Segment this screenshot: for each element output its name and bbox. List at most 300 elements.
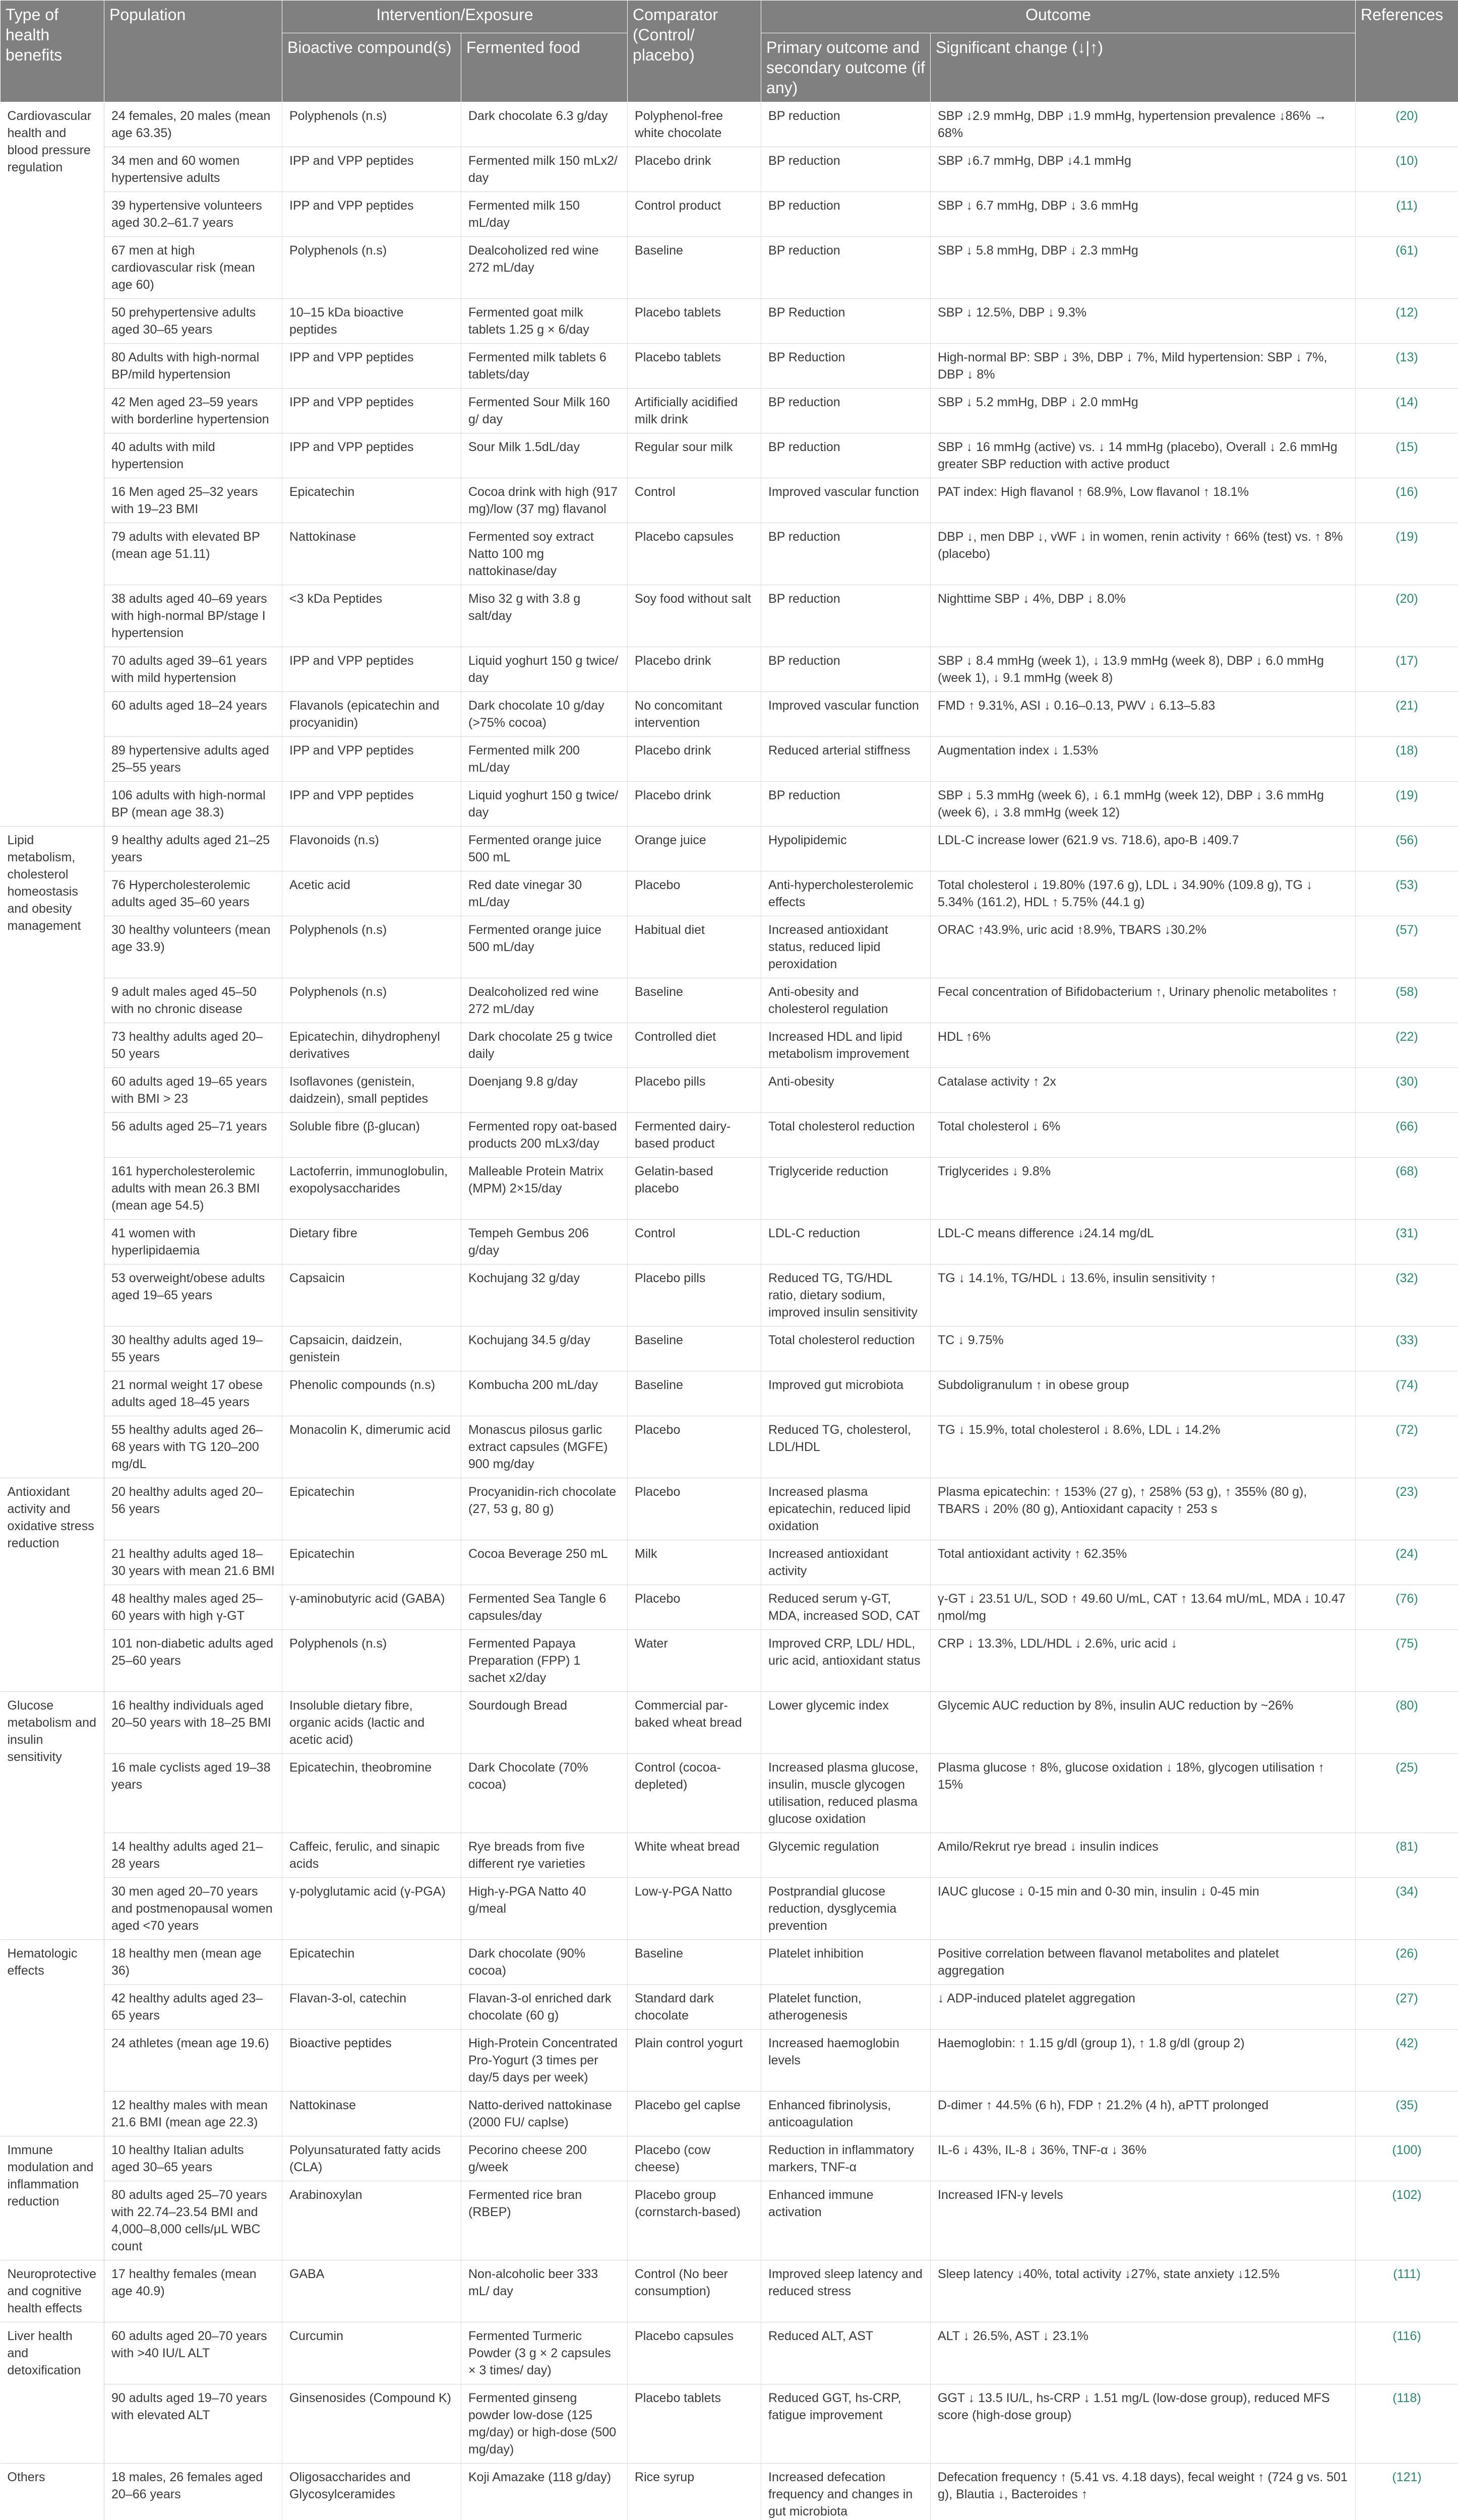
table-row xyxy=(1,2092,1458,2136)
significant-change-cell: PAT index: High flavanol ↑ 68.9%, Low flavanol ↑ 18.1% xyxy=(931,478,1356,523)
population-cell: 76 Hypercholesterolemic adults aged 35–60 years xyxy=(104,871,282,916)
primary-outcome-cell: Enhanced fibrinolysis, anticoagulation xyxy=(761,2092,931,2136)
primary-outcome-cell: Hypolipidemic xyxy=(761,827,931,871)
significant-change-cell: GGT ↓ 13.5 IU/L, hs-CRP ↓ 1.51 mg/L (low-dose group), reduced MFS score (high-dose group) xyxy=(931,2384,1356,2464)
population-cell: 56 adults aged 25–71 years xyxy=(104,1113,282,1158)
comparator-cell: Placebo drink xyxy=(628,737,761,782)
reference-link[interactable]: 25 xyxy=(1400,1760,1414,1775)
reference-cell: (102) xyxy=(1356,2181,1458,2260)
category-cell: Lipid metabolism, cholesterol homeostasis and obesity management xyxy=(1,827,104,1478)
comparator-cell: Placebo gel caplse xyxy=(628,2092,761,2136)
bioactive-cell: Dietary fibre xyxy=(282,1220,461,1265)
reference-link[interactable]: 42 xyxy=(1400,2036,1414,2050)
population-cell: 79 adults with elevated BP (mean age 51.11) xyxy=(104,523,282,585)
fermented-food-cell: Dark chocolate 25 g twice daily xyxy=(461,1023,628,1068)
comparator-cell: Placebo tablets xyxy=(628,2384,761,2464)
comparator-cell: Placebo group (cornstarch-based) xyxy=(628,2181,761,2260)
population-cell: 42 Men aged 23–59 years with borderline hypertension xyxy=(104,389,282,433)
reference-link[interactable]: 66 xyxy=(1400,1119,1414,1133)
table-row xyxy=(1,523,1458,585)
reference-link[interactable]: 19 xyxy=(1400,530,1414,544)
reference-cell: (34) xyxy=(1356,1878,1458,1940)
table-row xyxy=(1,647,1458,692)
significant-change-cell: SBP ↓ 8.4 mmHg (week 1), ↓ 13.9 mmHg (week 8), DBP ↓ 6.0 mmHg (week 1), ↓ 9.1 mmHg (week 8) xyxy=(931,647,1356,692)
primary-outcome-cell: Reduced TG, cholesterol, LDL/HDL xyxy=(761,1416,931,1478)
comparator-cell: Gelatin-based placebo xyxy=(628,1158,761,1220)
comparator-cell: Baseline xyxy=(628,1327,761,1371)
comparator-cell: Control xyxy=(628,478,761,523)
primary-outcome-cell: Anti-obesity and cholesterol regulation xyxy=(761,978,931,1023)
bioactive-cell: Flavan-3-ol, catechin xyxy=(282,1985,461,2030)
primary-outcome-cell: BP Reduction xyxy=(761,344,931,389)
table-row xyxy=(1,1754,1458,1833)
table-row xyxy=(1,1371,1458,1416)
header-intervention: Intervention/Exposure xyxy=(282,1,628,33)
fermented-food-cell: Cocoa drink with high (917 mg)/low (37 mg) flavanol xyxy=(461,478,628,523)
significant-change-cell: Total antioxidant activity ↑ 62.35% xyxy=(931,1540,1356,1585)
reference-link[interactable]: 111 xyxy=(1397,2267,1417,2281)
significant-change-cell: FMD ↑ 9.31%, ASI ↓ 0.16–0.13, PWV ↓ 6.13–5.83 xyxy=(931,692,1356,737)
reference-link[interactable]: 19 xyxy=(1400,788,1414,802)
reference-link[interactable]: 12 xyxy=(1400,305,1414,320)
population-cell: 18 males, 26 females aged 20–66 years xyxy=(104,2464,282,2520)
table-row xyxy=(1,1540,1458,1585)
primary-outcome-cell: Increased plasma glucose, insulin, muscle glycogen utilisation, reduced plasma glucose oxidation xyxy=(761,1754,931,1833)
comparator-cell: Placebo drink xyxy=(628,782,761,827)
comparator-cell: Fermented dairy-based product xyxy=(628,1113,761,1158)
comparator-cell: White wheat bread xyxy=(628,1833,761,1878)
reference-link[interactable]: 76 xyxy=(1400,1592,1414,1606)
population-cell: 40 adults with mild hypertension xyxy=(104,433,282,478)
reference-link[interactable]: 61 xyxy=(1400,243,1414,258)
significant-change-cell: IAUC glucose ↓ 0-15 min and 0-30 min, insulin ↓ 0-45 min xyxy=(931,1878,1356,1940)
primary-outcome-cell: Increased haemoglobin levels xyxy=(761,2030,931,2092)
reference-link[interactable]: 75 xyxy=(1400,1636,1414,1651)
population-cell: 39 hypertensive volunteers aged 30.2–61.7 years xyxy=(104,192,282,237)
reference-link[interactable]: 118 xyxy=(1396,2391,1417,2405)
population-cell: 16 healthy individuals aged 20–50 years with 18–25 BMI xyxy=(104,1692,282,1754)
population-cell: 12 healthy males with mean 21.6 BMI (mean age 22.3) xyxy=(104,2092,282,2136)
reference-link[interactable]: 18 xyxy=(1400,743,1414,758)
bioactive-cell: Caffeic, ferulic, and sinapic acids xyxy=(282,1833,461,1878)
population-cell: 21 normal weight 17 obese adults aged 18–45 years xyxy=(104,1371,282,1416)
primary-outcome-cell: Reduced TG, TG/HDL ratio, dietary sodium, improved insulin sensitivity xyxy=(761,1265,931,1327)
significant-change-cell: Subdoligranulum ↑ in obese group xyxy=(931,1371,1356,1416)
population-cell: 21 healthy adults aged 18–30 years with mean 21.6 BMI xyxy=(104,1540,282,1585)
bioactive-cell: Flavanols (epicatechin and procyanidin) xyxy=(282,692,461,737)
reference-link[interactable]: 17 xyxy=(1400,654,1414,668)
reference-link[interactable]: 34 xyxy=(1400,1884,1414,1899)
reference-link[interactable]: 24 xyxy=(1400,1547,1414,1561)
bioactive-cell: Isoflavones (genistein, daidzein), small peptides xyxy=(282,1068,461,1113)
significant-change-cell: TG ↓ 14.1%, TG/HDL ↓ 13.6%, insulin sensitivity ↑ xyxy=(931,1265,1356,1327)
population-cell: 20 healthy adults aged 20–56 years xyxy=(104,1478,282,1540)
significant-change-cell: Total cholesterol ↓ 6% xyxy=(931,1113,1356,1158)
reference-link[interactable]: 14 xyxy=(1400,395,1414,409)
reference-link[interactable]: 35 xyxy=(1400,2098,1414,2112)
population-cell: 34 men and 60 women hypertensive adults xyxy=(104,147,282,192)
bioactive-cell: Bioactive peptides xyxy=(282,2030,461,2092)
population-cell: 67 men at high cardiovascular risk (mean age 60) xyxy=(104,237,282,299)
table-row xyxy=(1,2322,1458,2384)
reference-cell: (16) xyxy=(1356,478,1458,523)
primary-outcome-cell: Reduction in inflammatory markers, TNF-α xyxy=(761,2136,931,2181)
population-cell: 17 healthy females (mean age 40.9) xyxy=(104,2260,282,2322)
fermented-food-cell: Cocoa Beverage 250 mL xyxy=(461,1540,628,1585)
table-body xyxy=(1,102,1458,2520)
population-cell: 48 healthy males aged 25–60 years with high γ-GT xyxy=(104,1585,282,1630)
reference-link[interactable]: 72 xyxy=(1400,1423,1414,1437)
significant-change-cell: ↓ ADP-induced platelet aggregation xyxy=(931,1985,1356,2030)
reference-cell: (17) xyxy=(1356,647,1458,692)
table-row xyxy=(1,1692,1458,1754)
fermented-food-cell: Natto-derived nattokinase (2000 FU/ caplse) xyxy=(461,2092,628,2136)
bioactive-cell: IPP and VPP peptides xyxy=(282,782,461,827)
bioactive-cell: Capsaicin xyxy=(282,1265,461,1327)
population-cell: 161 hypercholesterolemic adults with mean 26.3 BMI (mean age 54.5) xyxy=(104,1158,282,1220)
reference-cell: (32) xyxy=(1356,1265,1458,1327)
significant-change-cell: Catalase activity ↑ 2x xyxy=(931,1068,1356,1113)
reference-link[interactable]: 56 xyxy=(1400,833,1414,847)
population-cell: 60 adults aged 20–70 years with >40 IU/L ALT xyxy=(104,2322,282,2384)
reference-link[interactable]: 58 xyxy=(1400,985,1414,999)
reference-link[interactable]: 11 xyxy=(1400,199,1414,213)
fermented-food-cell: Tempeh Gembus 206 g/day xyxy=(461,1220,628,1265)
reference-cell: (66) xyxy=(1356,1113,1458,1158)
reference-cell: (33) xyxy=(1356,1327,1458,1371)
significant-change-cell: Triglycerides ↓ 9.8% xyxy=(931,1158,1356,1220)
primary-outcome-cell: Improved sleep latency and reduced stress xyxy=(761,2260,931,2322)
comparator-cell: Controlled diet xyxy=(628,1023,761,1068)
comparator-cell: Baseline xyxy=(628,978,761,1023)
significant-change-cell: SBP ↓ 5.8 mmHg, DBP ↓ 2.3 mmHg xyxy=(931,237,1356,299)
significant-change-cell: Total cholesterol ↓ 19.80% (197.6 g), LDL ↓ 34.90% (109.8 g), TG ↓ 5.34% (161.2), HDL ↑ 5.75% (44.1 g) xyxy=(931,871,1356,916)
population-cell: 70 adults aged 39–61 years with mild hypertension xyxy=(104,647,282,692)
fermented-food-cell: Dark chocolate (90% cocoa) xyxy=(461,1940,628,1985)
table-row xyxy=(1,2260,1458,2322)
fermented-food-cell: Procyanidin-rich chocolate (27, 53 g, 80 g) xyxy=(461,1478,628,1540)
reference-cell: (57) xyxy=(1356,916,1458,978)
reference-link[interactable]: 68 xyxy=(1400,1164,1414,1178)
primary-outcome-cell: BP Reduction xyxy=(761,299,931,344)
primary-outcome-cell: BP reduction xyxy=(761,102,931,147)
bioactive-cell: IPP and VPP peptides xyxy=(282,344,461,389)
significant-change-cell: DBP ↓, men DBP ↓, vWF ↓ in women, renin activity ↑ 66% (test) vs. ↑ 8% (placebo) xyxy=(931,523,1356,585)
population-cell: 73 healthy adults aged 20–50 years xyxy=(104,1023,282,1068)
comparator-cell: Water xyxy=(628,1630,761,1692)
reference-link[interactable]: 20 xyxy=(1400,592,1414,606)
significant-change-cell: SBP ↓ 5.3 mmHg (week 6), ↓ 6.1 mmHg (week 12), DBP ↓ 3.6 mmHg (week 6), ↓ 3.8 mmHg (week 12) xyxy=(931,782,1356,827)
reference-cell: (61) xyxy=(1356,237,1458,299)
reference-cell: (13) xyxy=(1356,344,1458,389)
bioactive-cell: Flavonoids (n.s) xyxy=(282,827,461,871)
primary-outcome-cell: BP reduction xyxy=(761,147,931,192)
header-primary: Primary outcome and secondary outcome (if any) xyxy=(761,33,931,102)
reference-link[interactable]: 32 xyxy=(1400,1271,1414,1285)
fermented-food-cell: Malleable Protein Matrix (MPM) 2×15/day xyxy=(461,1158,628,1220)
comparator-cell: Placebo (cow cheese) xyxy=(628,2136,761,2181)
reference-link[interactable]: 26 xyxy=(1400,1946,1414,1961)
table-row xyxy=(1,1478,1458,1540)
table-row xyxy=(1,1327,1458,1371)
table-row xyxy=(1,1878,1458,1940)
bioactive-cell: Soluble fibre (β-glucan) xyxy=(282,1113,461,1158)
fermented-food-cell: Sour Milk 1.5dL/day xyxy=(461,433,628,478)
reference-cell: (31) xyxy=(1356,1220,1458,1265)
bioactive-cell: Ginsenosides (Compound K) xyxy=(282,2384,461,2464)
significant-change-cell: CRP ↓ 13.3%, LDL/HDL ↓ 2.6%, uric acid ↓ xyxy=(931,1630,1356,1692)
fermented-food-cell: Fermented orange juice 500 mL xyxy=(461,827,628,871)
significant-change-cell: ALT ↓ 26.5%, AST ↓ 23.1% xyxy=(931,2322,1356,2384)
category-cell: Liver health and detoxification xyxy=(1,2322,104,2464)
table-row xyxy=(1,1265,1458,1327)
significant-change-cell: Plasma epicatechin: ↑ 153% (27 g), ↑ 258% (53 g), ↑ 355% (80 g), TBARS ↓ 20% (80 g), Antioxidant capacity ↑ 253 s xyxy=(931,1478,1356,1540)
reference-link[interactable]: 33 xyxy=(1400,1333,1414,1347)
population-cell: 14 healthy adults aged 21–28 years xyxy=(104,1833,282,1878)
bioactive-cell: IPP and VPP peptides xyxy=(282,147,461,192)
reference-link[interactable]: 22 xyxy=(1400,1030,1414,1044)
population-cell: 24 females, 20 males (mean age 63.35) xyxy=(104,102,282,147)
significant-change-cell: SBP ↓ 12.5%, DBP ↓ 9.3% xyxy=(931,299,1356,344)
primary-outcome-cell: BP reduction xyxy=(761,433,931,478)
table-row xyxy=(1,2384,1458,2464)
fermented-food-cell: Non-alcoholic beer 333 mL/ day xyxy=(461,2260,628,2322)
table-row xyxy=(1,147,1458,192)
fermented-food-cell: Liquid yoghurt 150 g twice/ day xyxy=(461,782,628,827)
comparator-cell: Commercial par-baked wheat bread xyxy=(628,1692,761,1754)
table-row xyxy=(1,1416,1458,1478)
comparator-cell: Orange juice xyxy=(628,827,761,871)
reference-link[interactable]: 81 xyxy=(1400,1840,1414,1854)
reference-cell: (20) xyxy=(1356,585,1458,647)
reference-link[interactable]: 80 xyxy=(1400,1698,1414,1713)
bioactive-cell: IPP and VPP peptides xyxy=(282,433,461,478)
bioactive-cell: Acetic acid xyxy=(282,871,461,916)
primary-outcome-cell: Reduced ALT, AST xyxy=(761,2322,931,2384)
reference-link[interactable]: 102 xyxy=(1396,2188,1418,2202)
reference-link[interactable]: 74 xyxy=(1400,1378,1414,1392)
bioactive-cell: 10–15 kDa bioactive peptides xyxy=(282,299,461,344)
comparator-cell: Habitual diet xyxy=(628,916,761,978)
bioactive-cell: Capsaicin, daidzein, genistein xyxy=(282,1327,461,1371)
table-row xyxy=(1,1158,1458,1220)
fermented-food-cell: Doenjang 9.8 g/day xyxy=(461,1068,628,1113)
population-cell: 30 healthy volunteers (mean age 33.9) xyxy=(104,916,282,978)
table-row xyxy=(1,299,1458,344)
reference-link[interactable]: 57 xyxy=(1400,923,1414,937)
reference-link[interactable]: 53 xyxy=(1400,878,1414,892)
comparator-cell: Control product xyxy=(628,192,761,237)
category-cell: Cardiovascular health and blood pressure regulation xyxy=(1,102,104,827)
fermented-food-cell: Red date vinegar 30 mL/day xyxy=(461,871,628,916)
reference-link[interactable]: 31 xyxy=(1400,1226,1414,1240)
reference-cell: (42) xyxy=(1356,2030,1458,2092)
reference-cell: (14) xyxy=(1356,389,1458,433)
significant-change-cell: Haemoglobin: ↑ 1.15 g/dl (group 1), ↑ 1.8 g/dl (group 2) xyxy=(931,2030,1356,2092)
bioactive-cell: IPP and VPP peptides xyxy=(282,647,461,692)
significant-change-cell: Augmentation index ↓ 1.53% xyxy=(931,737,1356,782)
comparator-cell: Placebo xyxy=(628,1478,761,1540)
comparator-cell: Placebo capsules xyxy=(628,523,761,585)
table-row xyxy=(1,102,1458,147)
primary-outcome-cell: Platelet function, atherogenesis xyxy=(761,1985,931,2030)
comparator-cell: Baseline xyxy=(628,1371,761,1416)
fermented-food-cell: Fermented Papaya Preparation (FPP) 1 sachet x2/day xyxy=(461,1630,628,1692)
table-row xyxy=(1,2464,1458,2520)
reference-link[interactable]: 10 xyxy=(1400,154,1414,168)
population-cell: 60 adults aged 19–65 years with BMI > 23 xyxy=(104,1068,282,1113)
table-row xyxy=(1,585,1458,647)
population-cell: 50 prehypertensive adults aged 30–65 years xyxy=(104,299,282,344)
significant-change-cell: LDL-C increase lower (621.9 vs. 718.6), apo-B ↓409.7 xyxy=(931,827,1356,871)
reference-cell: (74) xyxy=(1356,1371,1458,1416)
primary-outcome-cell: BP reduction xyxy=(761,523,931,585)
reference-link[interactable]: 116 xyxy=(1396,2329,1417,2343)
comparator-cell: Placebo pills xyxy=(628,1068,761,1113)
bioactive-cell: Insoluble dietary fibre, organic acids (lactic and acetic acid) xyxy=(282,1692,461,1754)
reference-cell: (121) xyxy=(1356,2464,1458,2520)
bioactive-cell: Polyphenols (n.s) xyxy=(282,1630,461,1692)
table-row xyxy=(1,692,1458,737)
fermented-food-cell: Fermented ginseng powder low-dose (125 mg/day) or high-dose (500 mg/day) xyxy=(461,2384,628,2464)
comparator-cell: Artificially acidified milk drink xyxy=(628,389,761,433)
table-row xyxy=(1,1220,1458,1265)
reference-link[interactable]: 100 xyxy=(1396,2143,1418,2157)
significant-change-cell: D-dimer ↑ 44.5% (6 h), FDP ↑ 21.2% (4 h), aPTT prolonged xyxy=(931,2092,1356,2136)
reference-cell: (81) xyxy=(1356,1833,1458,1878)
reference-link[interactable]: 21 xyxy=(1400,699,1414,713)
bioactive-cell: Oligosaccharides and Glycosylceramides xyxy=(282,2464,461,2520)
bioactive-cell: <3 kDa Peptides xyxy=(282,585,461,647)
population-cell: 16 Men aged 25–32 years with 19–23 BMI xyxy=(104,478,282,523)
primary-outcome-cell: Increased HDL and lipid metabolism improvement xyxy=(761,1023,931,1068)
bioactive-cell: Monacolin K, dimerumic acid xyxy=(282,1416,461,1478)
reference-link[interactable]: 16 xyxy=(1400,485,1414,499)
population-cell: 60 adults aged 18–24 years xyxy=(104,692,282,737)
reference-cell: (72) xyxy=(1356,1416,1458,1478)
fermented-food-cell: Dark chocolate 6.3 g/day xyxy=(461,102,628,147)
fermented-food-cell: Fermented milk tablets 6 tablets/day xyxy=(461,344,628,389)
primary-outcome-cell: BP reduction xyxy=(761,647,931,692)
significant-change-cell: TG ↓ 15.9%, total cholesterol ↓ 8.6%, LDL ↓ 14.2% xyxy=(931,1416,1356,1478)
table-row xyxy=(1,389,1458,433)
category-cell: Hematologic effects xyxy=(1,1940,104,2136)
table-row xyxy=(1,478,1458,523)
significant-change-cell: LDL-C means difference ↓24.14 mg/dL xyxy=(931,1220,1356,1265)
population-cell: 101 non-diabetic adults aged 25–60 years xyxy=(104,1630,282,1692)
bioactive-cell: Lactoferrin, immunoglobulin, exopolysaccharides xyxy=(282,1158,461,1220)
significant-change-cell: γ-GT ↓ 23.51 U/L, SOD ↑ 49.60 U/mL, CAT ↑ 13.64 mU/mL, MDA ↓ 10.47 ηmol/mg xyxy=(931,1585,1356,1630)
fermented-food-cell: Dealcoholized red wine 272 mL/day xyxy=(461,237,628,299)
primary-outcome-cell: Platelet inhibition xyxy=(761,1940,931,1985)
comparator-cell: No concomitant intervention xyxy=(628,692,761,737)
reference-link[interactable]: 30 xyxy=(1400,1075,1414,1089)
primary-outcome-cell: BP reduction xyxy=(761,192,931,237)
table-row xyxy=(1,433,1458,478)
fermented-food-cell: Fermented Turmeric Powder (3 g × 2 capsules × 3 times/ day) xyxy=(461,2322,628,2384)
comparator-cell: Placebo tablets xyxy=(628,344,761,389)
primary-outcome-cell: Postprandial glucose reduction, dysglycemia prevention xyxy=(761,1878,931,1940)
significant-change-cell: SBP ↓ 16 mmHg (active) vs. ↓ 14 mmHg (placebo), Overall ↓ 2.6 mmHg greater SBP reduction with active product xyxy=(931,433,1356,478)
reference-link[interactable]: 23 xyxy=(1400,1485,1414,1499)
significant-change-cell: Fecal concentration of Bifidobacterium ↑, Urinary phenolic metabolites ↑ xyxy=(931,978,1356,1023)
fermented-food-cell: Dark Chocolate (70% cocoa) xyxy=(461,1754,628,1833)
primary-outcome-cell: Lower glycemic index xyxy=(761,1692,931,1754)
fermented-food-cell: Fermented rice bran (RBEP) xyxy=(461,2181,628,2260)
primary-outcome-cell: Reduced arterial stiffness xyxy=(761,737,931,782)
reference-cell: (25) xyxy=(1356,1754,1458,1833)
fermented-food-cell: Flavan-3-ol enriched dark chocolate (60 g) xyxy=(461,1985,628,2030)
primary-outcome-cell: Total cholesterol reduction xyxy=(761,1113,931,1158)
comparator-cell: Placebo pills xyxy=(628,1265,761,1327)
reference-cell: (56) xyxy=(1356,827,1458,871)
bioactive-cell: Nattokinase xyxy=(282,523,461,585)
table-row xyxy=(1,1833,1458,1878)
bioactive-cell: Polyphenols (n.s) xyxy=(282,916,461,978)
reference-link[interactable]: 121 xyxy=(1396,2470,1418,2484)
reference-cell: (18) xyxy=(1356,737,1458,782)
primary-outcome-cell: Reduced serum γ-GT, MDA, increased SOD, CAT xyxy=(761,1585,931,1630)
reference-cell: (116) xyxy=(1356,2322,1458,2384)
reference-link[interactable]: 27 xyxy=(1400,1991,1414,2005)
reference-cell: (19) xyxy=(1356,782,1458,827)
population-cell: 10 healthy Italian adults aged 30–65 years xyxy=(104,2136,282,2181)
fermented-food-cell: Miso 32 g with 3.8 g salt/day xyxy=(461,585,628,647)
population-cell: 16 male cyclists aged 19–38 years xyxy=(104,1754,282,1833)
table-row xyxy=(1,916,1458,978)
significant-change-cell: Amilo/Rekrut rye bread ↓ insulin indices xyxy=(931,1833,1356,1878)
table-row xyxy=(1,782,1458,827)
comparator-cell: Regular sour milk xyxy=(628,433,761,478)
comparator-cell: Placebo drink xyxy=(628,147,761,192)
reference-link[interactable]: 20 xyxy=(1400,109,1414,123)
fermented-food-cell: Rye breads from five different rye varieties xyxy=(461,1833,628,1878)
primary-outcome-cell: BP reduction xyxy=(761,389,931,433)
reference-cell: (35) xyxy=(1356,2092,1458,2136)
bioactive-cell: IPP and VPP peptides xyxy=(282,389,461,433)
reference-link[interactable]: 13 xyxy=(1400,350,1414,364)
population-cell: 89 hypertensive adults aged 25–55 years xyxy=(104,737,282,782)
reference-cell: (75) xyxy=(1356,1630,1458,1692)
comparator-cell: Low-γ-PGA Natto xyxy=(628,1878,761,1940)
category-cell: Antioxidant activity and oxidative stress reduction xyxy=(1,1478,104,1692)
significant-change-cell: SBP ↓2.9 mmHg, DBP ↓1.9 mmHg, hypertension prevalence ↓86% → 68% xyxy=(931,102,1356,147)
population-cell: 80 adults aged 25–70 years with 22.74–23.54 BMI and 4,000–8,000 cells/μL WBC count xyxy=(104,2181,282,2260)
population-cell: 80 Adults with high-normal BP/mild hypertension xyxy=(104,344,282,389)
comparator-cell: Rice syrup xyxy=(628,2464,761,2520)
reference-cell: (100) xyxy=(1356,2136,1458,2181)
reference-cell: (30) xyxy=(1356,1068,1458,1113)
table-row xyxy=(1,1023,1458,1068)
bioactive-cell: GABA xyxy=(282,2260,461,2322)
population-cell: 55 healthy adults aged 26–68 years with TG 120–200 mg/dL xyxy=(104,1416,282,1478)
reference-cell: (12) xyxy=(1356,299,1458,344)
significant-change-cell: ORAC ↑43.9%, uric acid ↑8.9%, TBARS ↓30.2% xyxy=(931,916,1356,978)
reference-cell: (111) xyxy=(1356,2260,1458,2322)
bioactive-cell: γ-polyglutamic acid (γ-PGA) xyxy=(282,1878,461,1940)
bioactive-cell: Polyphenols (n.s) xyxy=(282,102,461,147)
population-cell: 90 adults aged 19–70 years with elevated ALT xyxy=(104,2384,282,2464)
table-row xyxy=(1,1113,1458,1158)
table-row xyxy=(1,237,1458,299)
reference-link[interactable]: 15 xyxy=(1400,440,1414,454)
primary-outcome-cell: LDL-C reduction xyxy=(761,1220,931,1265)
reference-cell: (80) xyxy=(1356,1692,1458,1754)
fermented-food-cell: Fermented ropy oat-based products 200 mLx3/day xyxy=(461,1113,628,1158)
fermented-food-cell: Koji Amazake (118 g/day) xyxy=(461,2464,628,2520)
fermented-food-cell: Kombucha 200 mL/day xyxy=(461,1371,628,1416)
bioactive-cell: Epicatechin xyxy=(282,1478,461,1540)
